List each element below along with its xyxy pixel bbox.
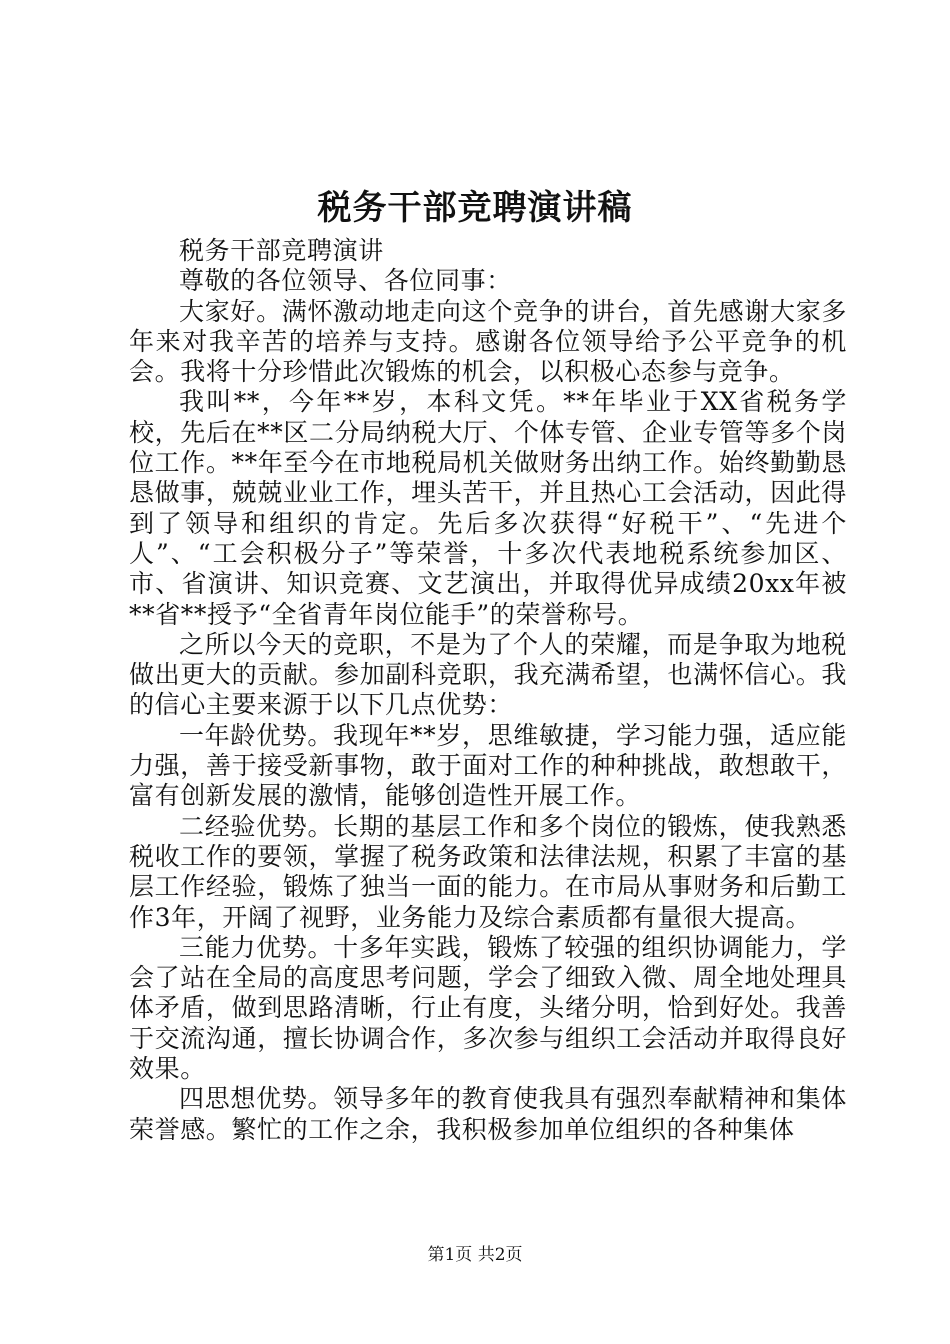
paragraph: 四思想优势。领导多年的教育使我具有强烈奉献精神和集体荣誉感。繁忙的工作之余，我积极参加单位组织的各种集体 [129, 1084, 847, 1144]
paragraph: 之所以今天的竞职，不是为了个人的荣耀，而是争取为地税做出更大的贡献。参加副科竞职，我充满希望，也满怀信心。我的信心主要来源于以下几点优势： [129, 629, 847, 720]
paragraph: 三能力优势。十多年实践，锻炼了较强的组织协调能力，学会了站在全局的高度思考问题，学会了细致入微、周全地处理具体矛盾，做到思路清晰，行止有度，头绪分明，恰到好处。我善于交流沟通，擅长协调合作，多次参与组织工会活动并取得良好效果。 [129, 932, 847, 1084]
paragraph: 一年龄优势。我现年**岁，思维敏捷，学习能力强，适应能力强，善于接受新事物，敢于面对工作的种种挑战，敢想敢干，富有创新发展的激情，能够创造性开展工作。 [129, 720, 847, 811]
paragraph: 二经验优势。长期的基层工作和多个岗位的锻炼，使我熟悉税收工作的要领，掌握了税务政策和法律法规，积累了丰富的基层工作经验，锻炼了独当一面的能力。在市局从事财务和后勤工作3年，开阔了视野，业务能力及综合素质都有量很大提高。 [129, 811, 847, 932]
page-indicator: 第1页 共2页 [427, 1245, 523, 1265]
document-title: 税务干部竞聘演讲稿 [317, 188, 633, 228]
paragraph: 大家好。满怀激动地走向这个竞争的讲台，首先感谢大家多年来对我辛苦的培养与支持。感谢各位领导给予公平竞争的机会。我将十分珍惜此次锻炼的机会，以积极心态参与竞争。 [129, 296, 847, 387]
paragraph: 税务干部竞聘演讲 [179, 236, 384, 265]
document-body [129, 236, 847, 1145]
paragraph: 我叫**，今年**岁，本科文凭。**年毕业于XX省税务学校，先后在**区二分局纳税大厅、个体专管、企业专管等多个岗位工作。**年至今在市地税局机关做财务出纳工作。始终勤勤恳恳做事，兢兢业业工作，埋头苦干，并且热心工会活动，因此得到了领导和组织的肯定。先后多次获得“好税干”、“先进个人”、“工会积极分子”等荣誉，十多次代表地税系统参加区、市、省演讲、知识竞赛、文艺演出，并取得优异成绩20xx年被**省**授予“全省青年岗位能手”的荣誉称号。 [129, 387, 847, 629]
paragraph: 尊敬的各位领导、各位同事： [179, 266, 512, 296]
